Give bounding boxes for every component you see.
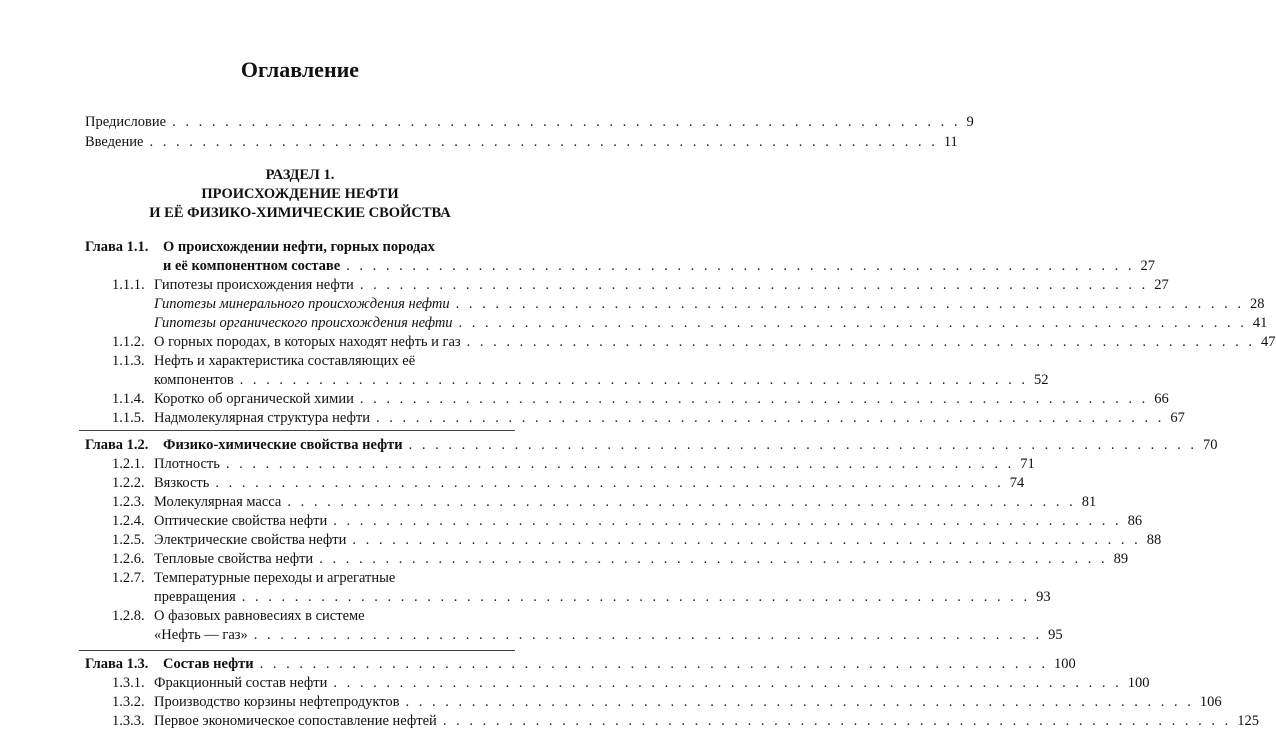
toc-entry-1-3-2[interactable] <box>112 693 1222 712</box>
toc-entry-label: Гипотезы минерального происхождения нефти <box>154 296 450 312</box>
toc-entry-1-2-7[interactable] <box>154 588 1051 607</box>
toc-entry-label: Коротко об органической химии <box>154 391 354 407</box>
toc-entry-number: 1.1.1. <box>112 277 145 293</box>
toc-page-number: 81 <box>1081 494 1097 510</box>
dot-leader: . . . . . . . . . . . . . . . . . . . . . . . . . . . . . . . . . . . . . . . . . . . . . . . . . . . . . . . . . . . . <box>149 134 938 150</box>
toc-entry-number: 1.2.1. <box>112 456 145 472</box>
toc-entry-number: 1.2.5. <box>112 532 145 548</box>
toc-entry-label: Электрические свойства нефти <box>154 532 347 548</box>
chapter-number: Глава 1.2. <box>85 437 149 453</box>
dot-leader: . . . . . . . . . . . . . . . . . . . . . . . . . . . . . . . . . . . . . . . . . . . . . . . . . . . . . . . . . . . . <box>239 372 1029 388</box>
toc-entry-1-2-6[interactable] <box>112 550 1129 569</box>
toc-page-number: 9 <box>966 114 974 130</box>
dot-leader: . . . . . . . . . . . . . . . . . . . . . . . . . . . . . . . . . . . . . . . . . . . . . . . . . . . . . . . . . . . . <box>172 114 961 130</box>
toc-entry-label-line2: превращения <box>154 589 236 605</box>
toc-subentry-mineral[interactable] <box>154 295 1265 314</box>
page-title: Оглавление <box>240 57 360 82</box>
section-heading-title: ПРОИСХОЖДЕНИЕ НЕФТИ <box>201 186 399 202</box>
toc-entry-1-2-4[interactable] <box>112 512 1143 531</box>
toc-page-number: 52 <box>1034 372 1049 388</box>
toc-page-number: 67 <box>1170 410 1185 426</box>
dot-leader: . . . . . . . . . . . . . . . . . . . . . . . . . . . . . . . . . . . . . . . . . . . . . . . . . . . . . . . . . . . . <box>346 258 1135 274</box>
toc-entry-label-line1: О фазовых равновесиях в системе <box>154 608 365 624</box>
toc-page-number: 125 <box>1237 713 1259 729</box>
dot-leader: . . . . . . . . . . . . . . . . . . . . . . . . . . . . . . . . . . . . . . . . . . . . . . . . . . . . . . . . . . . . <box>259 656 1049 672</box>
toc-page-number: 95 <box>1048 627 1063 643</box>
toc-page-number: 70 <box>1202 437 1218 453</box>
toc-entry-label: О горных породах, в которых находят нефть и газ <box>154 334 461 350</box>
dot-leader: . . . . . . . . . . . . . . . . . . . . . . . . . . . . . . . . . . . . . . . . . . . . . . . . . . . . . . . . . . . . <box>375 410 1165 426</box>
dot-leader: . . . . . . . . . . . . . . . . . . . . . . . . . . . . . . . . . . . . . . . . . . . . . . . . . . . . . . . . . . . . <box>215 475 1004 491</box>
toc-entry-label-line2: «Нефть — газ» <box>154 627 248 643</box>
toc-entry-number: 1.2.6. <box>112 551 145 567</box>
dot-leader: . . . . . . . . . . . . . . . . . . . . . . . . . . . . . . . . . . . . . . . . . . . . . . . . . . . . . . . . . . . . <box>455 296 1244 312</box>
toc-page-number: 66 <box>1154 391 1169 407</box>
toc-page-number: 41 <box>1252 315 1268 331</box>
toc-entry-label: Предисловие <box>85 114 167 130</box>
chapter-divider <box>79 650 515 651</box>
toc-page-number: 100 <box>1054 656 1076 672</box>
toc-entry-number: 1.1.4. <box>112 391 145 407</box>
toc-page-number: 71 <box>1020 456 1035 472</box>
toc-chapter-1-3[interactable] <box>85 655 1076 674</box>
toc-entry-number: 1.2.2. <box>112 475 145 491</box>
toc-entry-label: Молекулярная масса <box>154 494 282 510</box>
dot-leader: . . . . . . . . . . . . . . . . . . . . . . . . . . . . . . . . . . . . . . . . . . . . . . . . . . . . . . . . . . . . <box>319 551 1108 567</box>
toc-entry-label: Гипотезы органического происхождения нефти <box>154 315 453 331</box>
toc-page-number: 27 <box>1140 258 1156 274</box>
chapter-number: Глава 1.3. <box>85 656 149 672</box>
toc-page-number: 11 <box>943 134 958 150</box>
toc-chapter-1-1[interactable] <box>163 257 1156 276</box>
toc-entry-1-1-4[interactable] <box>112 390 1169 409</box>
toc-entry-label: Производство корзины нефтепродуктов <box>154 694 400 710</box>
dot-leader: . . . . . . . . . . . . . . . . . . . . . . . . . . . . . . . . . . . . . . . . . . . . . . . . . . . . . . . . . . . . <box>408 437 1197 453</box>
toc-page-number: 27 <box>1154 277 1169 293</box>
toc-entry-1-1-3[interactable] <box>154 371 1049 390</box>
dot-leader: . . . . . . . . . . . . . . . . . . . . . . . . . . . . . . . . . . . . . . . . . . . . . . . . . . . . . . . . . . . . <box>405 694 1194 710</box>
toc-entry-label: Плотность <box>154 456 220 472</box>
toc-entry-number: 1.3.1. <box>112 675 145 691</box>
toc-page-number: 74 <box>1009 475 1025 491</box>
toc-entry-label: Тепловые свойства нефти <box>154 551 314 567</box>
toc-entry-label: Вязкость <box>154 475 210 491</box>
toc-entry-number: 1.2.3. <box>112 494 145 510</box>
toc-entry-number: 1.1.3. <box>112 353 145 369</box>
toc-entry-label: Гипотезы происхождения нефти <box>154 277 354 293</box>
chapter-title: Состав нефти <box>163 656 254 672</box>
toc-entry-1-3-3[interactable] <box>112 712 1259 731</box>
dot-leader: . . . . . . . . . . . . . . . . . . . . . . . . . . . . . . . . . . . . . . . . . . . . . . . . . . . . . . . . . . . . <box>253 627 1043 643</box>
toc-entry-label: Фракционный состав нефти <box>154 675 328 691</box>
toc-entry-number: 1.2.7. <box>112 570 145 586</box>
toc-page-number: 28 <box>1250 296 1265 312</box>
chapter-title-line1: О происхождении нефти, горных породах <box>163 239 435 255</box>
toc-page-number: 86 <box>1127 513 1143 529</box>
dot-leader: . . . . . . . . . . . . . . . . . . . . . . . . . . . . . . . . . . . . . . . . . . . . . . . . . . . . . . . . . . . . <box>359 391 1149 407</box>
toc-entry-label: Введение <box>85 134 144 150</box>
toc-entry-number: 1.3.3. <box>112 713 145 729</box>
toc-entry-1-1-2[interactable] <box>112 333 1276 352</box>
toc-page-number: 106 <box>1199 694 1222 710</box>
toc-page-number: 47 <box>1261 334 1276 350</box>
toc-entry-label-line2: компонентов <box>154 372 234 388</box>
toc-subentry-organic[interactable] <box>154 314 1268 333</box>
toc-entry-number: 1.2.8. <box>112 608 145 624</box>
section-heading-subtitle: И ЕЁ ФИЗИКО-ХИМИЧЕСКИЕ СВОЙСТВА <box>149 205 451 221</box>
toc-page-number: 100 <box>1127 675 1150 691</box>
toc-entry-label: Первое экономическое сопоставление нефтей <box>154 713 437 729</box>
chapter-title: Физико-химические свойства нефти <box>163 437 403 453</box>
dot-leader: . . . . . . . . . . . . . . . . . . . . . . . . . . . . . . . . . . . . . . . . . . . . . . . . . . . . . . . . . . . . <box>333 675 1122 691</box>
toc-chapter-1-2[interactable] <box>85 436 1218 455</box>
toc-page-number: 93 <box>1036 589 1051 605</box>
dot-leader: . . . . . . . . . . . . . . . . . . . . . . . . . . . . . . . . . . . . . . . . . . . . . . . . . . . . . . . . . . . . <box>241 589 1031 605</box>
toc-page-number: 89 <box>1113 551 1129 567</box>
dot-leader: . . . . . . . . . . . . . . . . . . . . . . . . . . . . . . . . . . . . . . . . . . . . . . . . . . . . . . . . . . . . <box>333 513 1122 529</box>
section-heading-number: РАЗДЕЛ 1. <box>265 167 335 183</box>
toc-entry-1-3-1[interactable] <box>112 674 1150 693</box>
dot-leader: . . . . . . . . . . . . . . . . . . . . . . . . . . . . . . . . . . . . . . . . . . . . . . . . . . . . . . . . . . . . <box>352 532 1141 548</box>
toc-entry-number: 1.3.2. <box>112 694 145 710</box>
toc-entry-1-2-8[interactable] <box>154 626 1063 645</box>
chapter-title-line2: и её компонентном составе <box>163 258 341 274</box>
dot-leader: . . . . . . . . . . . . . . . . . . . . . . . . . . . . . . . . . . . . . . . . . . . . . . . . . . . . . . . . . . . . <box>287 494 1076 510</box>
dot-leader: . . . . . . . . . . . . . . . . . . . . . . . . . . . . . . . . . . . . . . . . . . . . . . . . . . . . . . . . . . . . <box>225 456 1015 472</box>
toc-entry-label: Оптические свойства нефти <box>154 513 328 529</box>
toc-entry-preface[interactable] <box>85 113 974 132</box>
toc-entry-label-line1: Нефть и характеристика составляющих её <box>154 353 416 369</box>
chapter-divider <box>79 430 515 431</box>
toc-entry-label-line1: Температурные переходы и агрегатные <box>154 570 396 586</box>
toc-entry-number: 1.1.5. <box>112 410 145 426</box>
dot-leader: . . . . . . . . . . . . . . . . . . . . . . . . . . . . . . . . . . . . . . . . . . . . . . . . . . . . . . . . . . . . <box>466 334 1256 350</box>
toc-entry-number: 1.2.4. <box>112 513 145 529</box>
dot-leader: . . . . . . . . . . . . . . . . . . . . . . . . . . . . . . . . . . . . . . . . . . . . . . . . . . . . . . . . . . . . <box>442 713 1232 729</box>
toc-entry-1-1-1[interactable] <box>112 276 1169 295</box>
toc-entry-1-1-5[interactable] <box>112 409 1185 428</box>
dot-leader: . . . . . . . . . . . . . . . . . . . . . . . . . . . . . . . . . . . . . . . . . . . . . . . . . . . . . . . . . . . . <box>458 315 1247 331</box>
toc-entry-label: Надмолекулярная структура нефти <box>154 410 370 426</box>
toc-entry-1-2-5[interactable] <box>112 531 1162 550</box>
toc-page-number: 88 <box>1146 532 1162 548</box>
toc-entry-1-2-3[interactable] <box>112 493 1097 512</box>
toc-entry-number: 1.1.2. <box>112 334 145 350</box>
toc-entry-1-2-2[interactable] <box>112 474 1025 493</box>
chapter-number: Глава 1.1. <box>85 239 149 255</box>
toc-entry-1-2-1[interactable] <box>112 455 1035 474</box>
dot-leader: . . . . . . . . . . . . . . . . . . . . . . . . . . . . . . . . . . . . . . . . . . . . . . . . . . . . . . . . . . . . <box>359 277 1149 293</box>
toc-entry-introduction[interactable] <box>85 133 958 152</box>
